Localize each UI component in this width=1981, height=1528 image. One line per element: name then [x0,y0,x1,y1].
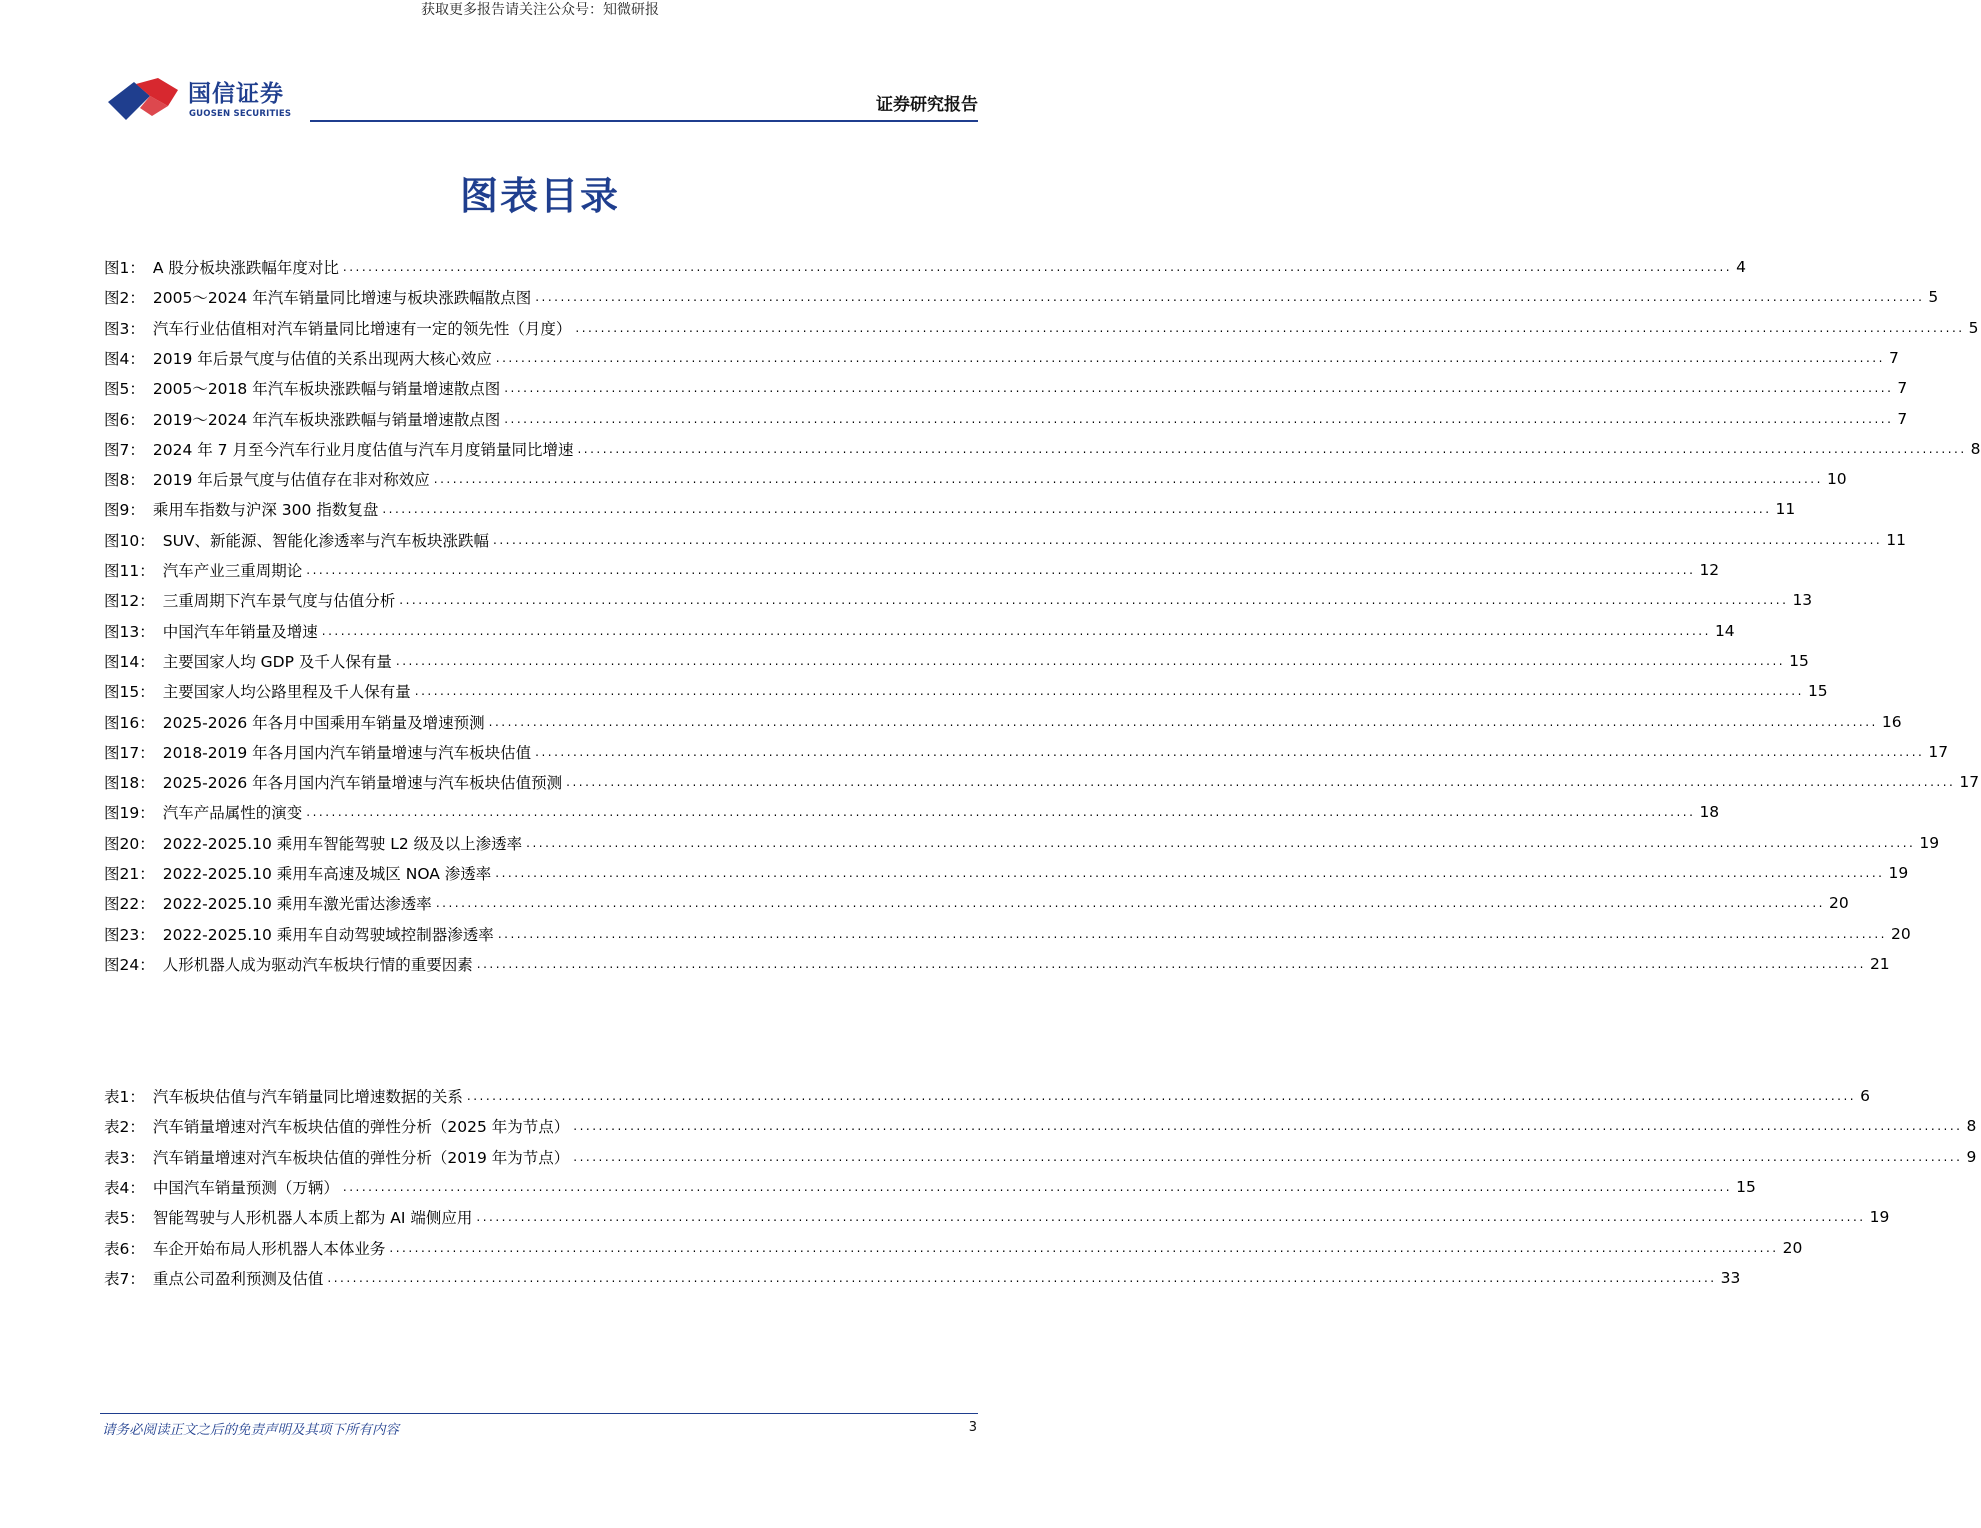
toc-dot-leader: ............................................................................................................................................................................................................................ [526,835,1916,850]
toc-dot-leader: ............................................................................................................................................................................................................................ [504,381,1894,396]
toc-entry-label: 图4： [104,349,145,368]
toc-entry-label: 图17： [104,743,155,762]
toc-entry-label: 图7： [104,440,145,459]
figure-toc-entry[interactable] [104,434,1981,464]
figure-toc-entry[interactable] [104,404,1908,434]
toc-entry-title: 中国汽车年销量及增速 [162,622,318,641]
toc-entry-label: 表7： [104,1269,145,1288]
header-divider [310,120,978,122]
toc-entry-page: 13 [1792,591,1813,610]
toc-entry-label: 图8： [104,471,145,490]
toc-entry-title: 三重周期下汽车景气度与估值分析 [162,592,396,611]
toc-entry-label: 表1： [104,1088,145,1106]
toc-entry-title: SUV、新能源、智能化渗透率与汽车板块涨跌幅 [162,531,490,550]
toc-entry-page: 11 [1886,530,1906,549]
toc-entry-page: 8 [1966,1117,1977,1136]
toc-entry-label: 图16： [104,713,155,732]
toc-entry-title: 2022-2025.10 乘用车智能驾驶 L2 级及以上渗透率 [162,834,523,853]
toc-entry-title: 汽车板块估值与汽车销量同比增速数据的关系 [152,1088,463,1106]
figure-toc-entry[interactable] [104,737,1949,767]
toc-dot-leader: ............................................................................................................................................................................................................................ [488,714,1878,729]
toc-dot-leader: ............................................................................................................................................................................................................................ [433,472,1823,487]
toc-dot-leader: ............................................................................................................................................................................................................................ [382,502,1772,517]
toc-dot-leader: ............................................................................................................................................................................................................................ [566,775,1956,790]
toc-dot-leader: ............................................................................................................................................................................................................................ [321,623,1711,638]
toc-dot-leader: ............................................................................................................................................................................................................................ [495,350,1885,365]
toc-entry-label: 图10： [104,531,155,550]
toc-entry-page: 11 [1775,500,1796,519]
toc-entry-title: 2019 年后景气度与估值存在非对称效应 [152,471,430,490]
toc-dot-leader: ............................................................................................................................................................................................................................ [342,260,1733,274]
toc-entry-title: 2024 年 7 月至今汽车行业月度估值与汽车月度销量同比增速 [152,440,574,459]
table-toc-entry[interactable] [104,1202,1890,1232]
toc-dot-leader: ............................................................................................................................................................................................................................ [476,1210,1866,1225]
toc-dot-leader: ............................................................................................................................................................................................................................ [573,1149,1963,1164]
toc-entry-title: 2019～2024 年汽车板块涨跌幅与销量增速散点图 [152,410,501,429]
toc-entry-label: 表2： [104,1118,145,1137]
toc-entry-page: 20 [1829,894,1849,913]
toc-entry-title: 人形机器人成为驱动汽车板块行情的重要因素 [162,955,473,974]
figure-toc-entry[interactable] [104,252,1746,282]
toc-entry-title: 汽车产品属性的演变 [162,804,303,823]
toc-entry-label: 表5： [104,1209,145,1228]
toc-dot-leader: ............................................................................................................................................................................................................................ [493,532,1883,547]
table-toc-entry[interactable] [104,1172,1756,1202]
toc-entry-page: 9 [1966,1147,1977,1166]
company-logo [106,76,296,124]
toc-dot-leader: ............................................................................................................................................................................................................................ [389,1240,1779,1255]
toc-dot-leader: ............................................................................................................................................................................................................................ [497,926,1887,941]
footer-divider [100,1413,978,1414]
toc-entry-label: 表3： [104,1148,145,1167]
toc-entry-page: 33 [1720,1268,1741,1287]
toc-entry-page: 10 [1826,470,1847,489]
figure-toc-entry[interactable] [104,767,1980,797]
toc-entry-page: 5 [1968,318,1979,337]
toc-entry-page: 7 [1897,409,1908,428]
toc-entry-label: 图12： [104,592,155,611]
table-toc-entry[interactable] [104,1142,1977,1172]
toc-entry-label: 图5： [104,380,145,399]
watermark-text: 获取更多报告请关注公众号：知微研报 [421,2,659,18]
logo-chinese-name: 国信证券 [188,81,284,107]
toc-dot-leader: ............................................................................................................................................................................................................................ [575,320,1965,335]
toc-dot-leader: ............................................................................................................................................................................................................................ [395,653,1786,668]
toc-entry-title: 汽车行业估值相对汽车销量同比增速有一定的领先性（月度） [152,319,572,338]
toc-entry-page: 17 [1928,742,1949,761]
toc-entry-title: 主要国家人均 GDP 及千人保有量 [162,652,392,671]
toc-entry-title: A 股分板块涨跌幅年度对比 [152,259,339,277]
toc-entry-page: 4 [1736,258,1746,276]
toc-entry-title: 汽车销量增速对汽车板块估值的弹性分析（2025 年为节点） [152,1118,570,1137]
figure-toc-entry[interactable] [104,797,1720,827]
toc-dot-leader: ............................................................................................................................................................................................................................ [342,1179,1733,1194]
toc-entry-title: 汽车销量增速对汽车板块估值的弹性分析（2019 年为节点） [152,1148,570,1167]
toc-entry-page: 15 [1736,1177,1756,1196]
toc-entry-label: 图1： [104,259,145,277]
figure-toc-entry[interactable] [104,707,1902,737]
figure-toc-entry[interactable] [104,343,1899,373]
toc-entry-page: 19 [1869,1208,1890,1227]
toc-dot-leader: ............................................................................................................................................................................................................................ [306,563,1696,577]
toc-entry-title: 智能驾驶与人形机器人本质上都为 AI 端侧应用 [152,1209,473,1228]
toc-entry-title: 中国汽车销量预测（万辆） [152,1178,339,1197]
toc-dot-leader: ............................................................................................................................................................................................................................ [535,744,1925,759]
toc-entry-title: 重点公司盈利预测及估值 [152,1269,324,1288]
page-number: 3 [968,1420,977,1435]
toc-entry-title: 车企开始布局人形机器人本体业务 [152,1239,386,1258]
toc-entry-title: 2005～2018 年汽车板块涨跌幅与销量增速散点图 [152,380,501,399]
toc-entry-label: 图21： [104,865,155,883]
toc-dot-leader: ............................................................................................................................................................................................................................ [573,1119,1963,1134]
toc-entry-label: 图14： [104,652,155,671]
toc-entry-label: 图23： [104,925,155,944]
figure-toc-entry[interactable] [104,616,1735,646]
toc-entry-title: 2022-2025.10 乘用车自动驾驶域控制器渗透率 [162,925,494,944]
toc-entry-page: 17 [1959,773,1980,792]
toc-entry-page: 5 [1928,288,1939,307]
toc-entry-label: 图19： [104,804,155,823]
toc-dot-leader: ............................................................................................................................................................................................................................ [414,684,1804,699]
table-toc-entry[interactable] [104,1081,1870,1111]
toc-entry-page: 18 [1699,803,1720,822]
toc-entry-page: 16 [1881,712,1902,731]
figure-toc-entry[interactable] [104,525,1906,555]
toc-entry-title: 2005～2024 年汽车销量同比增速与板块涨跌幅散点图 [152,289,532,308]
toc-entry-label: 图22： [104,895,155,914]
table-toc-entry[interactable] [104,1111,1977,1141]
toc-entry-page: 6 [1860,1087,1870,1105]
toc-entry-page: 19 [1919,833,1940,852]
toc-dot-leader: ............................................................................................................................................................................................................................ [577,441,1967,456]
toc-dot-leader: ............................................................................................................................................................................................................................ [399,593,1789,608]
figure-toc-entry[interactable] [104,888,1849,918]
toc-entry-label: 图13： [104,622,155,641]
toc-entry-page: 12 [1699,561,1720,579]
toc-entry-page: 15 [1807,682,1828,701]
toc-entry-label: 图18： [104,774,155,793]
figure-toc-entry[interactable] [104,919,1911,949]
guosen-logo-icon [106,76,184,124]
figure-toc-entry[interactable] [104,828,1940,858]
table-toc-entry[interactable] [104,1233,1803,1263]
toc-dot-leader: ............................................................................................................................................................................................................................ [306,805,1696,820]
figure-toc-entry[interactable] [104,676,1828,706]
toc-entry-title: 2018-2019 年各月国内汽车销量增速与汽车板块估值 [162,743,532,762]
toc-dot-leader: ............................................................................................................................................................................................................................ [327,1270,1717,1285]
toc-dot-leader: ............................................................................................................................................................................................................................ [435,896,1825,911]
figure-toc-entry[interactable] [104,373,1908,403]
toc-entry-label: 图24： [104,955,155,974]
toc-entry-page: 7 [1897,379,1908,398]
logo-english-name: GUOSEN SECURITIES [189,109,292,119]
toc-dot-leader: ............................................................................................................................................................................................................................ [535,290,1925,305]
figure-toc-entry[interactable] [104,313,1979,343]
figure-toc-entry[interactable] [104,585,1813,615]
toc-entry-title: 汽车产业三重周期论 [162,562,303,580]
figure-toc-entry[interactable] [104,858,1909,888]
figure-toc-entry[interactable] [104,646,1809,676]
table-toc-entry[interactable] [104,1263,1741,1293]
toc-dot-leader: ............................................................................................................................................................................................................................ [495,866,1885,880]
toc-entry-title: 乘用车指数与沪深 300 指数复盘 [152,501,379,520]
toc-entry-page: 15 [1789,651,1809,670]
figure-toc-entry[interactable] [104,282,1939,312]
toc-dot-leader: ............................................................................................................................................................................................................................ [466,1089,1857,1103]
figure-toc-entry[interactable] [104,464,1847,494]
toc-entry-page: 8 [1970,439,1981,458]
toc-entry-title: 2022-2025.10 乘用车激光雷达渗透率 [162,895,432,914]
toc-entry-page: 21 [1869,954,1890,973]
toc-entry-label: 图9： [104,501,145,520]
toc-entry-label: 图20： [104,834,155,853]
footer-disclaimer: 请务必阅读正文之后的免责声明及其项下所有内容 [102,1422,399,1438]
figure-toc-entry[interactable] [104,555,1720,585]
toc-entry-title: 2022-2025.10 乘用车高速及城区 NOA 渗透率 [162,865,492,883]
toc-entry-label: 图3： [104,319,145,338]
toc-entry-label: 图2： [104,289,145,308]
toc-dot-leader: ............................................................................................................................................................................................................................ [504,411,1894,426]
figure-toc-entry[interactable] [104,949,1890,979]
toc-entry-page: 19 [1888,864,1909,882]
toc-entry-page: 7 [1888,348,1899,367]
toc-entry-title: 2025-2026 年各月国内汽车销量增速与汽车板块估值预测 [162,774,563,793]
toc-entry-label: 表6： [104,1239,145,1258]
toc-dot-leader: ............................................................................................................................................................................................................................ [476,956,1866,971]
toc-entry-title: 2019 年后景气度与估值的关系出现两大核心效应 [152,349,492,368]
toc-entry-page: 14 [1714,621,1735,640]
page-title: 图表目录 [459,174,620,218]
report-type-label: 证券研究报告 [876,95,978,115]
toc-entry-label: 表4： [104,1178,145,1197]
toc-entry-label: 图15： [104,683,155,702]
toc-entry-page: 20 [1782,1238,1803,1257]
toc-entry-title: 2025-2026 年各月中国乘用车销量及增速预测 [162,713,485,732]
toc-entry-label: 图11： [104,562,155,580]
figure-toc-entry[interactable] [104,494,1796,524]
toc-entry-page: 20 [1891,924,1911,943]
toc-entry-title: 主要国家人均公路里程及千人保有量 [162,683,411,702]
toc-entry-label: 图6： [104,410,145,429]
